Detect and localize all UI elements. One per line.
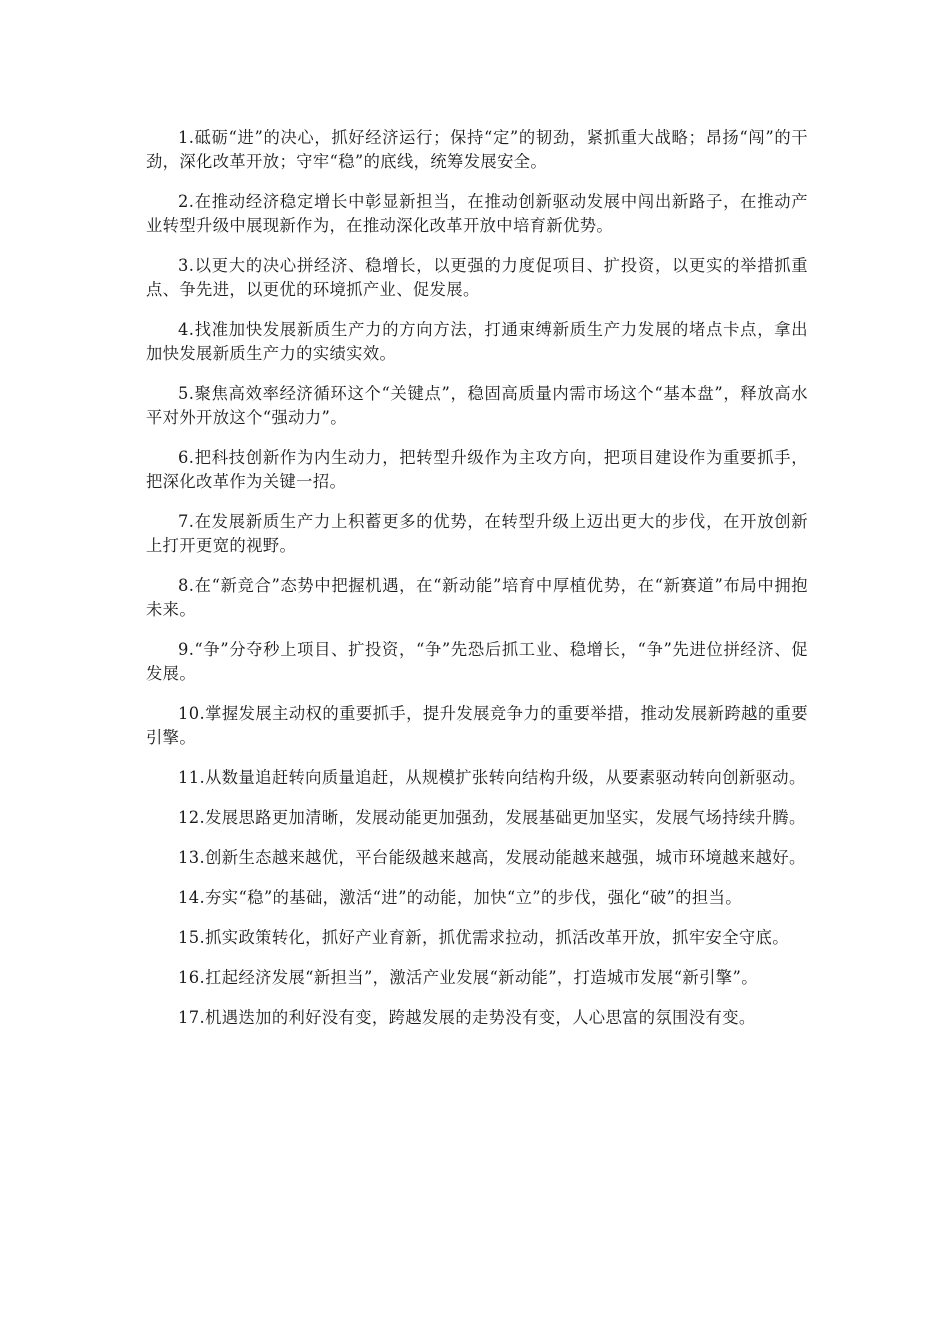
list-item-14: 14.夯实“稳”的基础，激活“进”的动能，加快“立”的步伐，强化“破”的担当。	[178, 888, 742, 907]
list-item-4: 4.找准加快发展新质生产力的方向方法，打通束缚新质生产力发展的堵点卡点，拿出加快发展新质生产力的实绩实效。	[146, 320, 808, 363]
list-item-2: 2.在推动经济稳定增长中彰显新担当，在推动创新驱动发展中闯出新路子，在推动产业转型升级中展现新作为，在推动深化改革开放中培育新优势。	[146, 192, 808, 235]
document-body	[146, 126, 808, 1046]
list-item-17: 17.机遇迭加的利好没有变，跨越发展的走势没有变，人心思富的氛围没有变。	[178, 1008, 756, 1027]
list-item-1: 1.砥砺“进”的决心，抓好经济运行；保持“定”的韧劲，紧抓重大战略；昂扬“闯”的干劲，深化改革开放；守牢“稳”的底线，统筹发展安全。	[146, 128, 808, 171]
list-item-15: 15.抓实政策转化，抓好产业育新，抓优需求拉动，抓活改革开放，抓牢安全守底。	[178, 928, 789, 947]
list-item-6: 6.把科技创新作为内生动力，把转型升级作为主攻方向，把项目建设作为重要抓手，把深化改革作为关键一招。	[146, 448, 808, 491]
list-item-13: 13.创新生态越来越优，平台能级越来越高，发展动能越来越强，城市环境越来越好。	[178, 848, 806, 867]
list-item-5: 5.聚焦高效率经济循环这个“关键点”，稳固高质量内需市场这个“基本盘”，释放高水平对外开放这个“强动力”。	[146, 384, 808, 427]
list-item-9: 9.“争”分夺秒上项目、扩投资，“争”先恐后抓工业、稳增长，“争”先进位拼经济、促发展。	[146, 640, 808, 683]
list-item-16: 16.扛起经济发展“新担当”，激活产业发展“新动能”，打造城市发展“新引擎”。	[178, 968, 758, 987]
list-item-8: 8.在“新竞合”态势中把握机遇，在“新动能”培育中厚植优势，在“新赛道”布局中拥抱未来。	[146, 576, 808, 619]
list-item-3: 3.以更大的决心拼经济、稳增长，以更强的力度促项目、扩投资，以更实的举措抓重点、争先进，以更优的环境抓产业、促发展。	[146, 256, 808, 299]
list-item-12: 12.发展思路更加清晰，发展动能更加强劲，发展基础更加坚实，发展气场持续升腾。	[178, 808, 806, 827]
list-item-7: 7.在发展新质生产力上积蓄更多的优势，在转型升级上迈出更大的步伐，在开放创新上打开更宽的视野。	[146, 512, 808, 555]
list-item-11: 11.从数量追赶转向质量追赶，从规模扩张转向结构升级，从要素驱动转向创新驱动。	[178, 768, 806, 787]
list-item-10: 10.掌握发展主动权的重要抓手，提升发展竞争力的重要举措，推动发展新跨越的重要引擎。	[146, 704, 808, 747]
